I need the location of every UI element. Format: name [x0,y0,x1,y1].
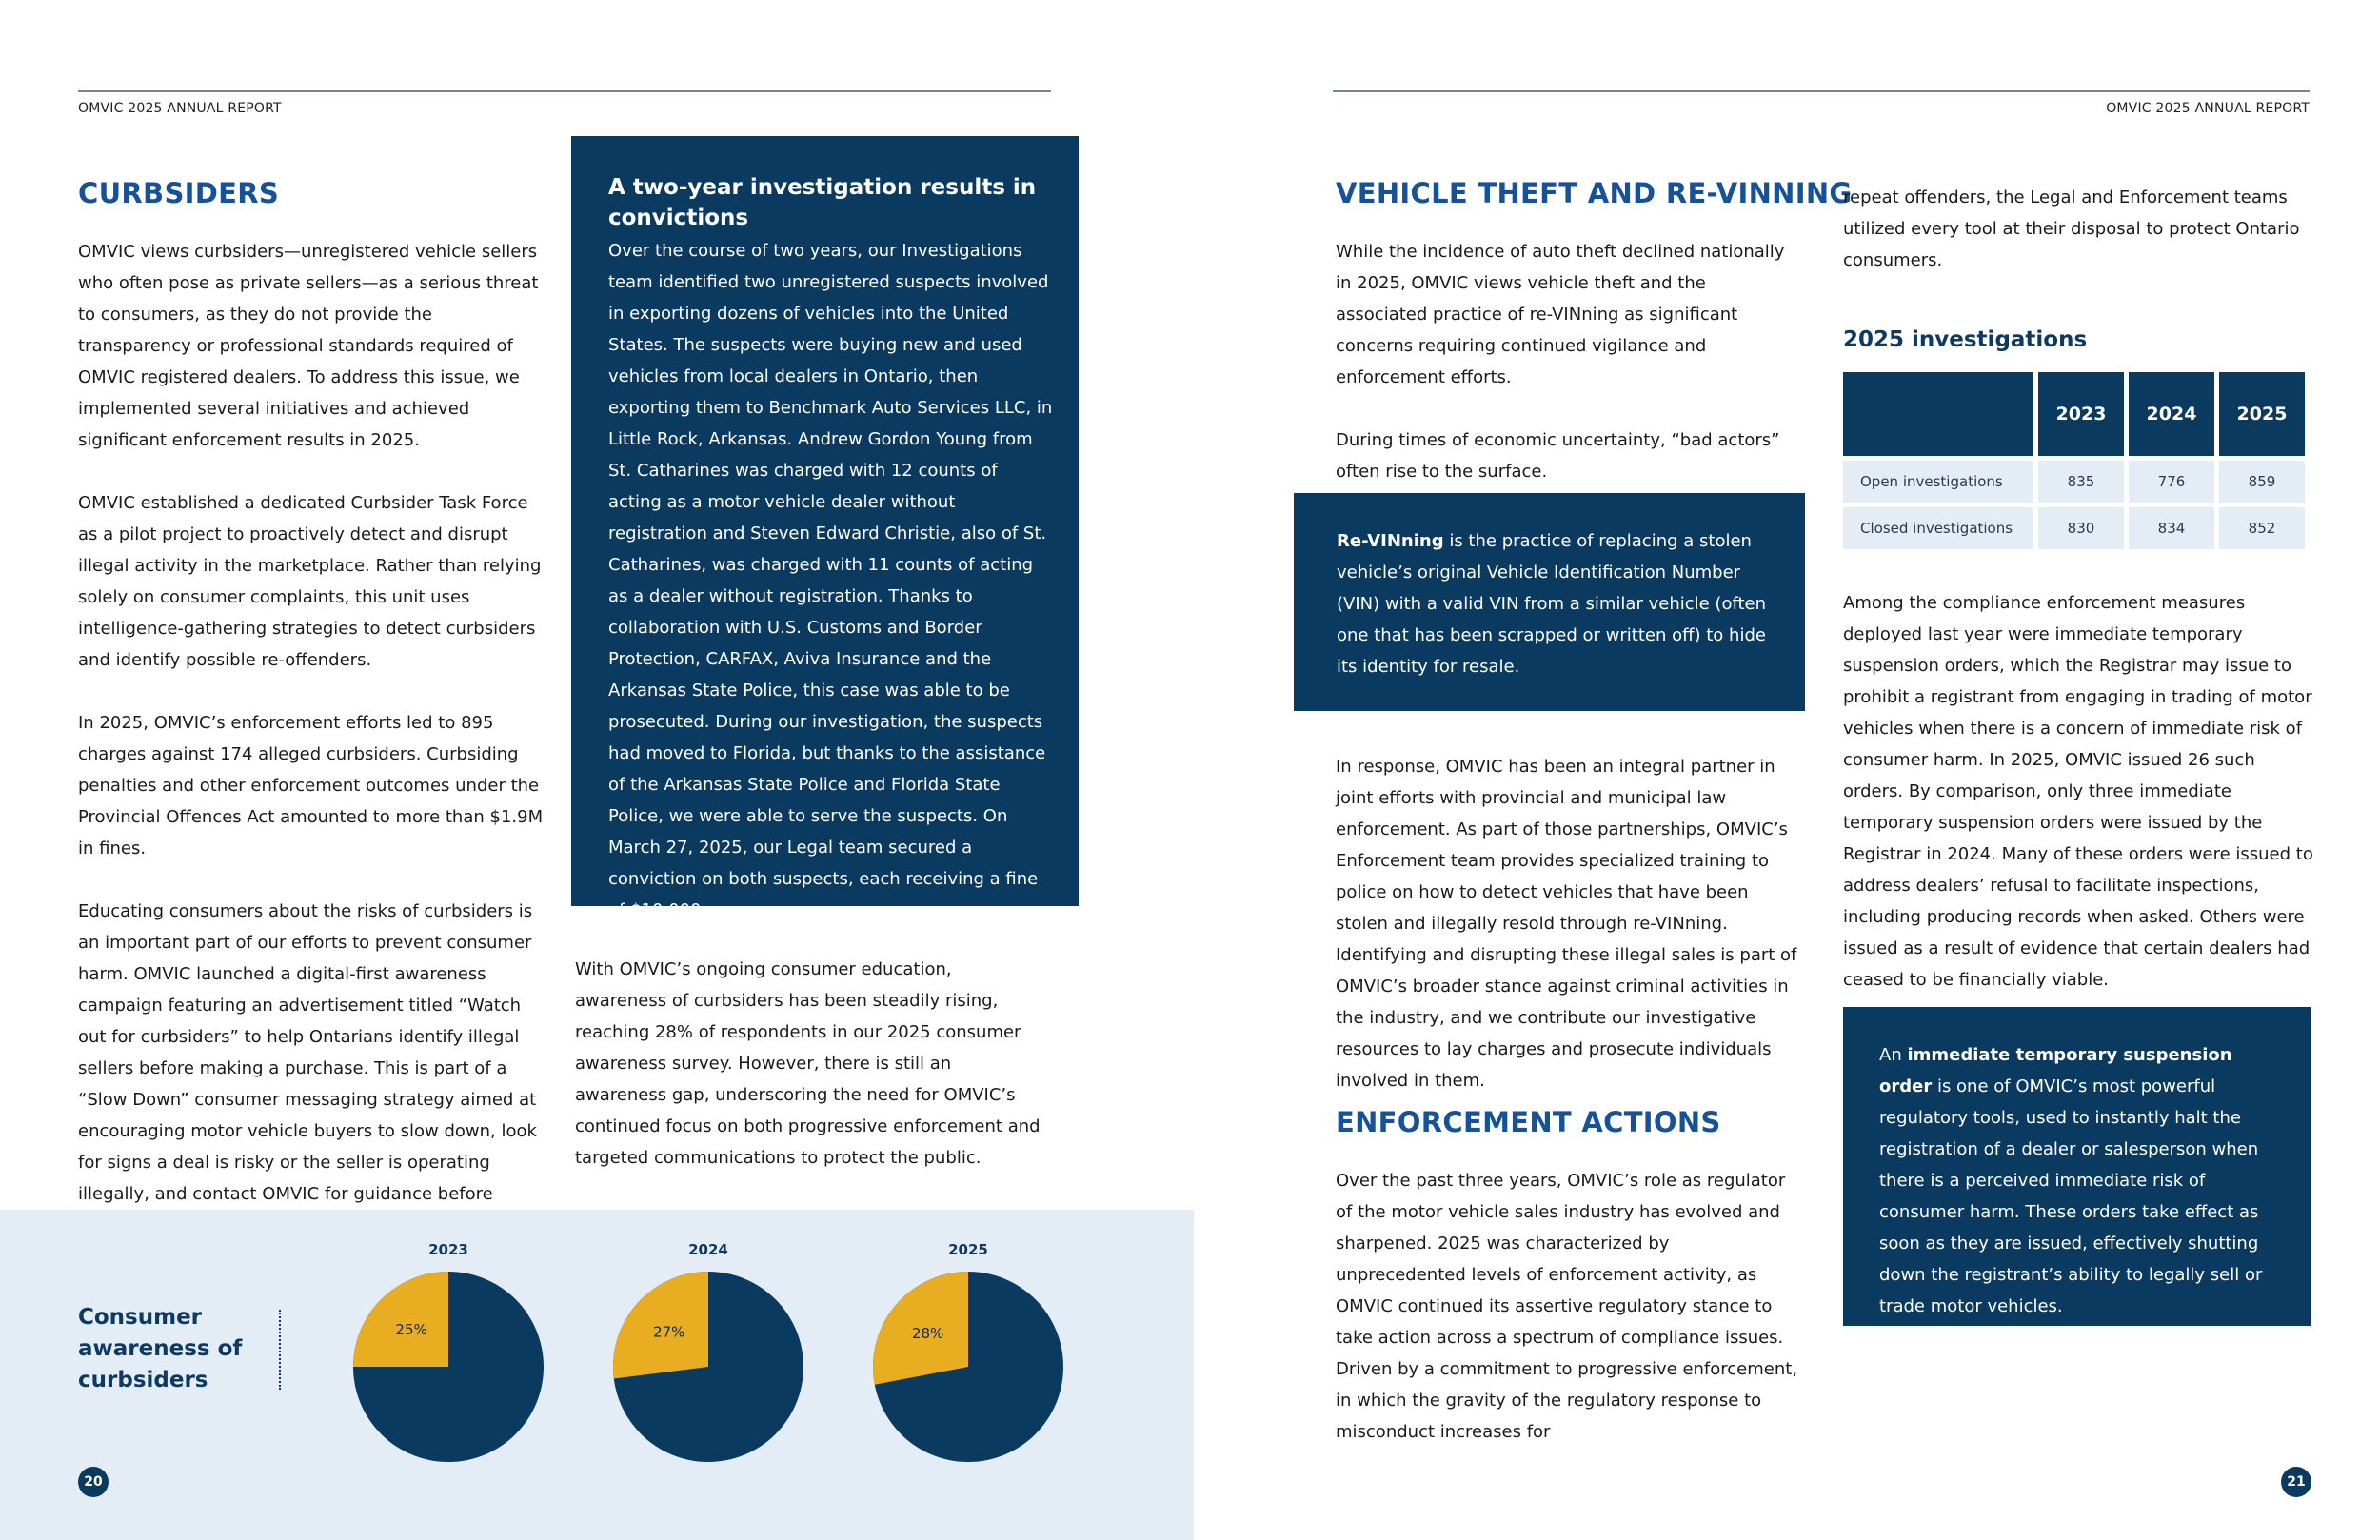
table-row-label: Closed investigations [1843,507,2033,549]
table-header-row [1843,372,2305,456]
enforcement-column [1336,1165,1804,1448]
pie-year-label-2023: 2023 [428,1241,468,1258]
right-running-head: OMVIC 2025 ANNUAL REPORT [2106,101,2310,116]
investigation-callout-body: Over the course of two years, our Investigations team identified two unregistered suspects involved in exporting dozens of vehicles into the United States. The suspects were buying new and used vehicles from local dealers in Ontario, then exporting them to Benchmark Auto Services LLC, in Little Rock, Arkansas. Andrew Gordon Young from St. Catharines was charged with 12 counts of acting as a motor vehicle dealer without registration and Steven Edward Christie, also of St. Catharines, was charged with 11 counts of acting as a dealer without registration. Thanks to collaboration with U.S. Customs and Border Protection, CARFAX, Aviva Insurance and the Arkansas State Police, this case was able to be prosecuted. During our investigation, the suspects had moved to Florida, but thanks to the assistance of the Arkansas State Police and Florida State Police, we were able to serve the suspects. On March 27, 2025, our Legal team secured a conviction on both suspects, each receiving a fine of $10,000. [608,241,1053,920]
pie-year-label-2025: 2025 [948,1241,988,1258]
curbsiders-paragraph-3: In 2025, OMVIC’s enforcement efforts led to 895 charges against 174 alleged curbsiders. Curbsiding penalties and other enforcement outcomes under the Provincial Offences Act amounted to more than $1.9M in fines. [78,713,544,859]
curbsiders-paragraph-2: OMVIC established a dedicated Curbsider Task Force as a pilot project to proactively detect and disrupt illegal activity in the marketplace. Rather than relying solely on consumer complaints, this unit uses intelligence-gathering strategies to detect curbsiders and identify possible re-offenders. [78,493,542,670]
pie-slice-aware-2023 [353,1272,448,1367]
pie-percent-label-2023: 25% [395,1321,427,1339]
investigation-callout-title: A two-year investigation results in convictions [608,175,1037,230]
right-header-rule [1333,90,2310,92]
table-header-2024: 2024 [2129,372,2214,456]
itso-definition-box [1843,1007,2311,1326]
compliance-column [1843,587,2319,996]
revinning-definition-text [1337,525,1784,682]
left-header-rule [78,90,1051,92]
revinning-definition-box [1294,493,1805,711]
investigations-table [1838,367,2310,554]
vehicle-theft-paragraph-2: During times of economic uncertainty, “bad actors” often rise to the surface. [1336,430,1780,482]
response-paragraph: In response, OMVIC has been an integral partner in joint efforts with provincial and municipal law enforcement. As part of those partnerships, OMVIC’s Enforcement team provides specialized training to police on how to detect vehicles that have been stolen and illegally resold through re-VINning. Identifying and disrupting these illegal sales is part of OMVIC’s broader stance against criminal activities in the industry, and we contribute our investigative resources to lay charges and prosecute individuals involved in them. [1336,757,1797,1091]
vehicle-theft-heading: VEHICLE THEFT AND RE-VINNING [1336,177,1853,209]
vehicle-theft-paragraph-1: While the incidence of auto theft declined nationally in 2025, OMVIC views vehicle theft and the associated practice of re-VINning as significant concerns requiring continued vigilance and enforcement efforts. [1336,242,1785,387]
table-row [1843,507,2305,549]
vehicle-theft-column [1336,236,1802,487]
revinning-definition-body: is the practice of replacing a stolen vehicle’s original Vehicle Identification Number (VIN) with a valid VIN from a similar vehicle (often one that has been scrapped or written off) to hide its identity for resale. [1337,531,1767,677]
table-cell: 834 [2129,507,2214,549]
awareness-paragraph: With OMVIC’s ongoing consumer education, awareness of curbsiders has been steadily rising, reaching 28% of respondents in our 2025 consumer awareness survey. However, there is still an awareness gap, underscoring the need for OMVIC’s continued focus on both progressive enforcement and targeted communications to protect the public. [575,959,1041,1168]
awareness-pie-charts [0,1210,1194,1540]
table-header-2025: 2025 [2219,372,2305,456]
table-row [1843,461,2305,503]
table-cell: 776 [2129,461,2214,503]
awareness-chart-title: Consumer awareness of curbsiders [78,1305,243,1392]
investigation-callout-box [571,136,1079,920]
right-page-number: 21 [2281,1467,2311,1497]
table-cell: 835 [2038,461,2124,503]
left-running-head: OMVIC 2025 ANNUAL REPORT [78,101,282,116]
table-row-label: Open investigations [1843,461,2033,503]
enforcement-actions-heading: ENFORCEMENT ACTIONS [1336,1106,1721,1138]
enforcement-paragraph: Over the past three years, OMVIC’s role as regulator of the motor vehicle sales industry has evolved and sharpened. 2025 was characterized by unprecedented levels of enforcement activity, as OMVIC continued its assertive regulatory stance to take action across a spectrum of compliance issues. Driven by a commitment to progressive enforcement, in which the gravity of the regulatory response to misconduct increases for [1336,1171,1798,1442]
repeat-offenders-paragraph: repeat offenders, the Legal and Enforcement teams utilized every tool at their disposal to protect Ontario consumers. [1843,188,2300,270]
table-cell: 852 [2219,507,2305,549]
curbsiders-column [78,236,546,1241]
pie-percent-label-2024: 27% [653,1323,685,1341]
revinning-term: Re-VINning [1337,531,1444,551]
right-column-2 [1843,182,2319,276]
curbsiders-paragraph-1: OMVIC views curbsiders—unregistered vehicle sellers who often pose as private sellers—as a serious threat to consumers, as they do not provide the transparency or professional standards required of OMVIC registered dealers. To address this issue, we implemented several initiatives and achieved significant enforcement results in 2025. [78,242,539,450]
table-header-2023: 2023 [2038,372,2124,456]
itso-definition-body: is one of OMVIC’s most powerful regulatory tools, used to instantly halt the registration of a dealer or salesperson when there is a perceived immediate risk of consumer harm. These orders take effect as soon as they are issued, effectively shutting down the registrant’s ability to legally sell or trade motor vehicles. [1879,1076,2263,1316]
curbsiders-heading: CURBSIDERS [78,177,280,209]
itso-prefix: An [1879,1045,1908,1065]
compliance-paragraph: Among the compliance enforcement measures deployed last year were immediate temporary suspension orders, which the Registrar may issue to prohibit a registrant from engaging in trading of motor vehicles when there is a concern of immediate risk of consumer harm. In 2025, OMVIC issued 26 such orders. By comparison, only three immediate temporary suspension orders were issued by the Registrar in 2024. Many of these orders were issued to address dealers’ refusal to facilitate inspections, including producing records when asked. Others were issued as a result of evidence that certain dealers had ceased to be financially viable. [1843,593,2313,990]
table-header-blank [1843,372,2033,456]
curbsiders-paragraph-4: Educating consumers about the risks of curbsiders is an important part of our efforts to prevent consumer harm. OMVIC launched a digital-first awareness campaign featuring an advertisement titled “Watch out for curbsiders” to help Ontarians identify illegal sellers before making a purchase. This is part of a “Slow Down” consumer messaging strategy aimed at encouraging motor vehicle buyers to slow down, look for signs a deal is risky or the seller is operating illegally, and contact OMVIC for guidance before [78,901,537,1204]
investigations-table-title: 2025 investigations [1843,327,2088,352]
response-column [1336,751,1804,1096]
itso-term: immediate temporary suspension order [1879,1045,2232,1096]
awareness-column [575,954,1043,1174]
investigations-table-wrap [1838,367,2310,554]
table-cell: 830 [2038,507,2124,549]
itso-definition-text [1879,1039,2284,1322]
table-cell: 859 [2219,461,2305,503]
left-page-number: 20 [78,1467,109,1497]
pie-year-label-2024: 2024 [688,1241,728,1258]
pie-percent-label-2025: 28% [911,1324,944,1342]
